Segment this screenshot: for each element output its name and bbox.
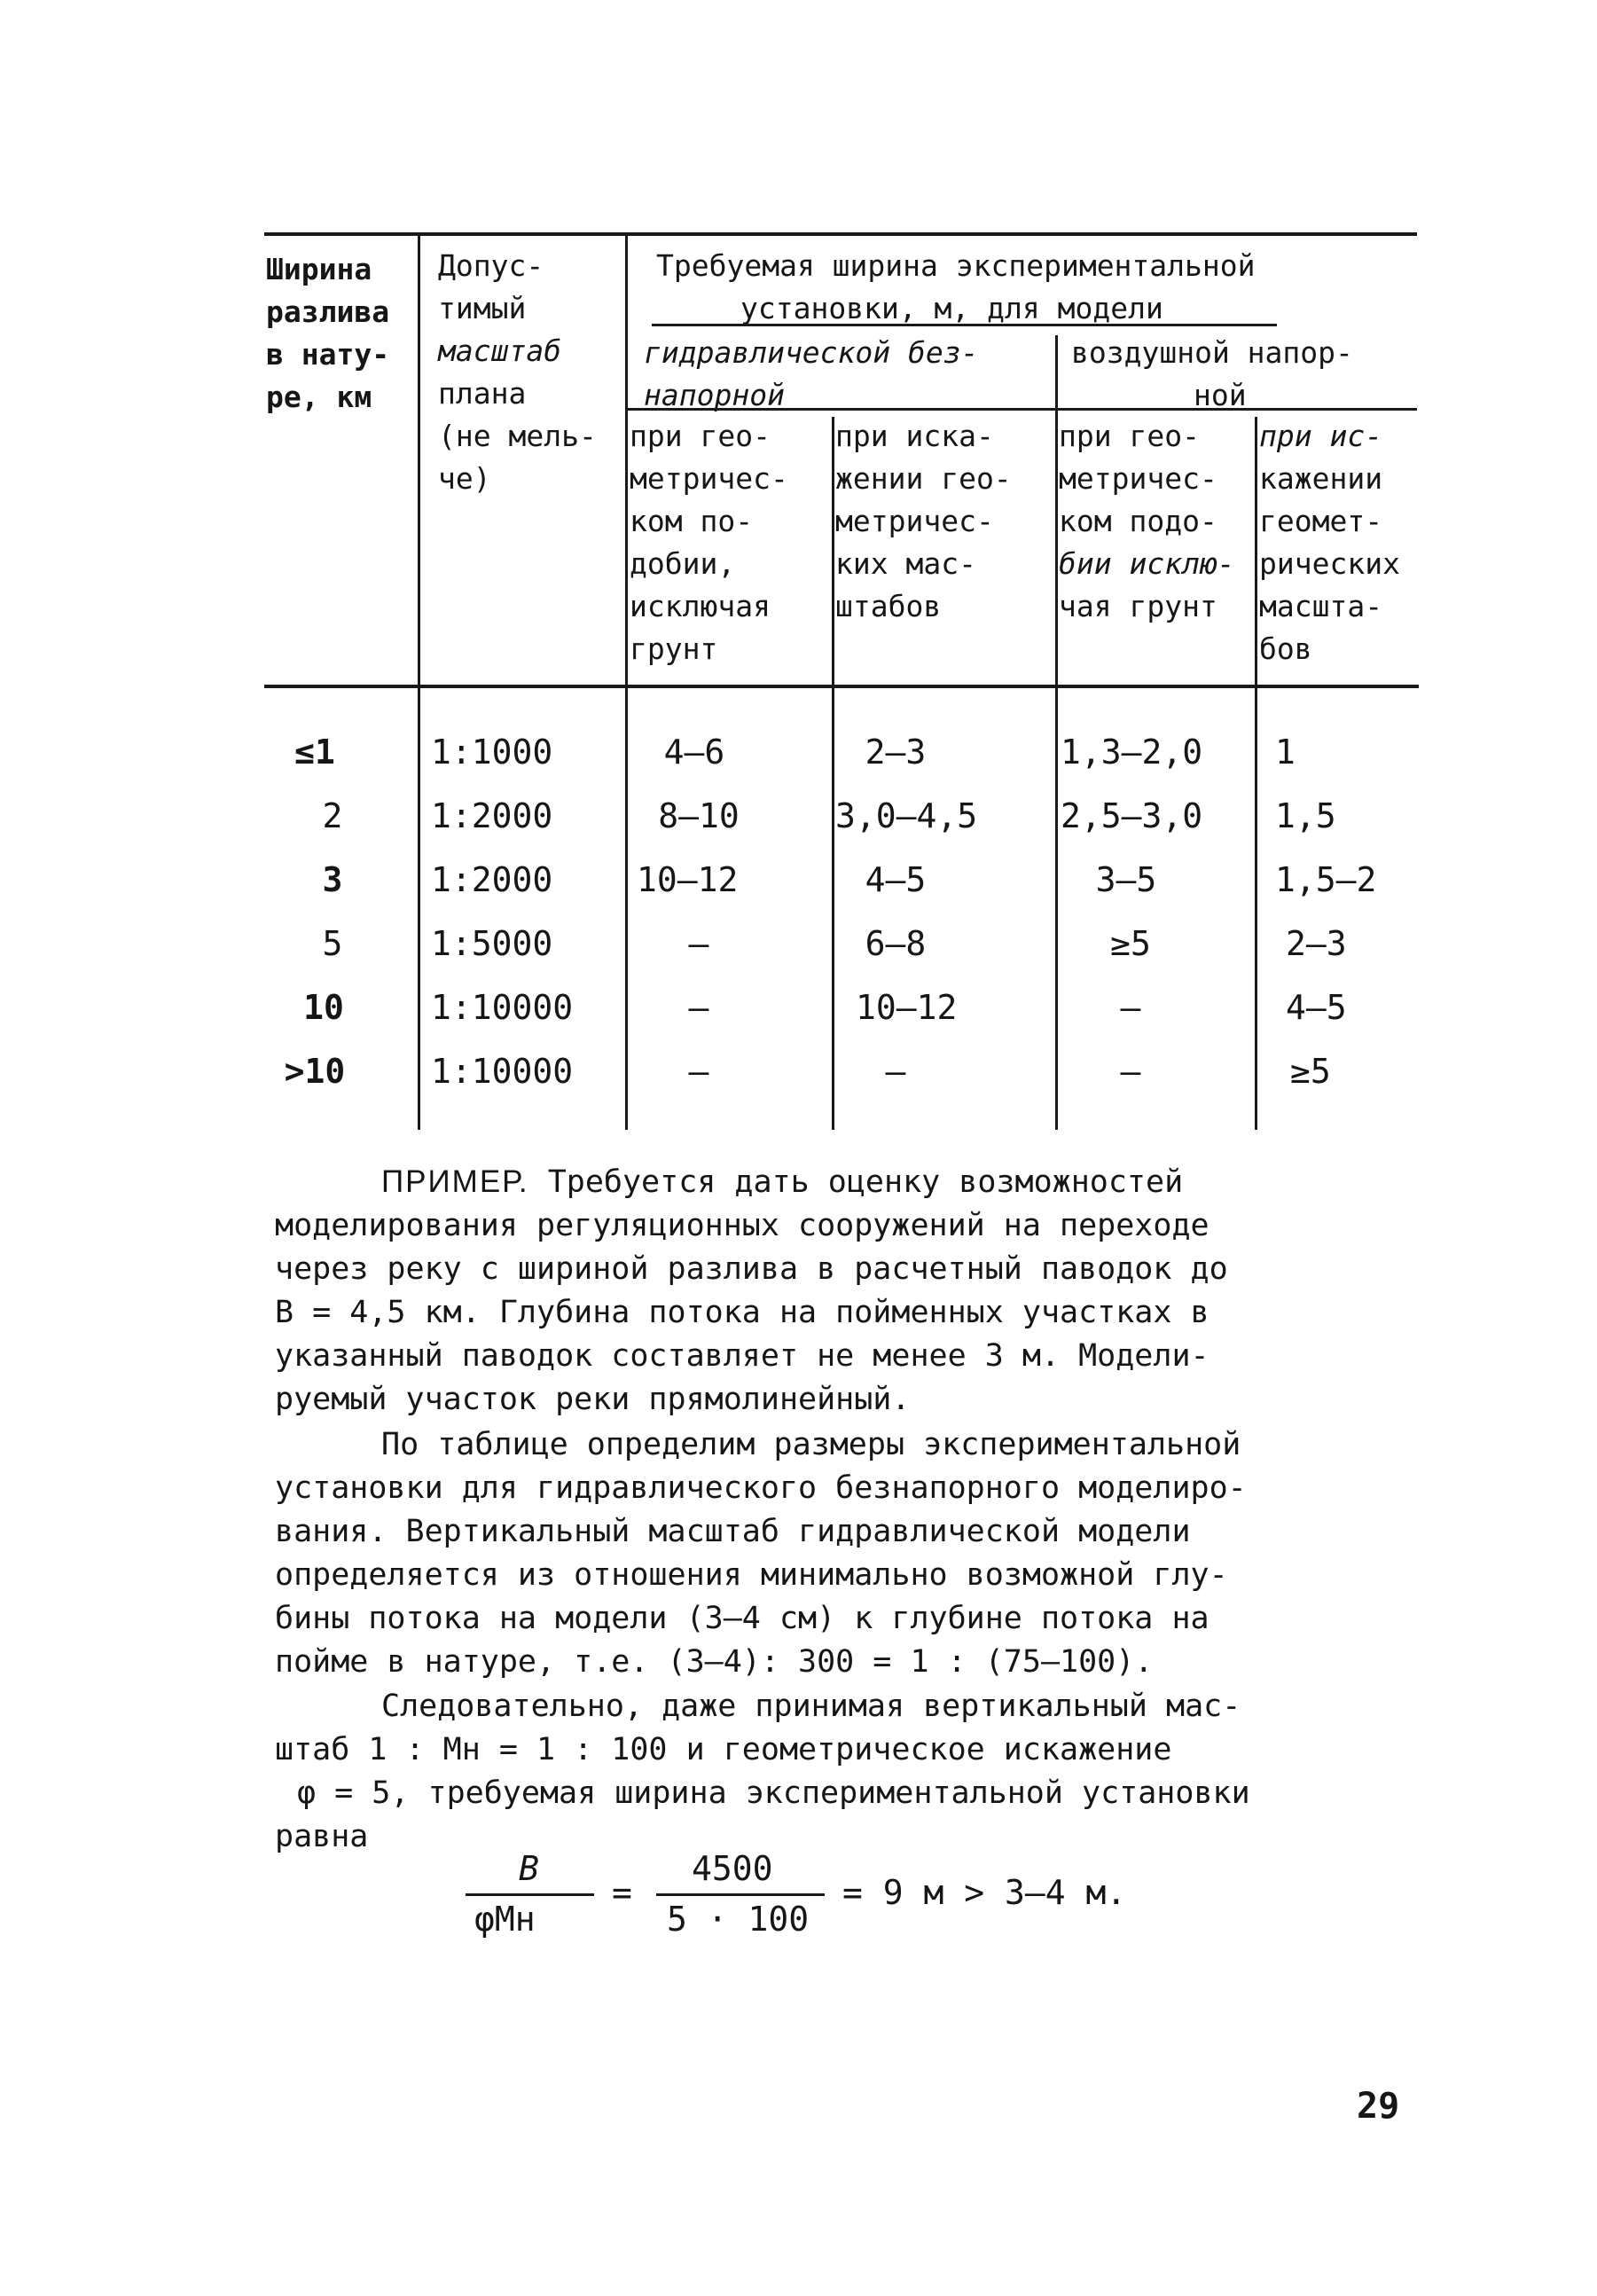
table-cell: 10–12 [856, 988, 958, 1027]
table-cell: 1 [1275, 733, 1296, 772]
table-cell: 1,3–2,0 [1061, 733, 1203, 772]
table-cell: – [688, 924, 709, 963]
table-cell: 4–5 [865, 860, 927, 899]
table-cell: 5 [322, 924, 343, 963]
formula-denominator-5x100: 5 · 100 [667, 1900, 810, 1939]
table-cell: ≤1 [294, 733, 335, 772]
table-cell: 2,5–3,0 [1061, 796, 1203, 835]
example-label: ПРИМЕР. [381, 1164, 529, 1199]
formula-result: = 9 м > 3–4 м. [842, 1873, 1127, 1912]
table-cell: 10 [303, 988, 344, 1027]
table-cell: 2 [322, 796, 343, 835]
table-cell: 1:2000 [431, 860, 553, 899]
formula-bar-2 [656, 1893, 825, 1896]
table-header-rule [264, 685, 1419, 688]
table-cell: 6–8 [865, 924, 927, 963]
table-col-divider-3 [832, 417, 834, 1130]
table-cell: – [885, 1052, 906, 1091]
table-cell: 4–6 [663, 733, 725, 772]
col-scale-header: Допус- тимый масштаб плана (не мель- че) [438, 248, 597, 496]
table-cell: ≥5 [1110, 924, 1151, 963]
table-col-divider-5 [1255, 417, 1257, 1130]
subheader-hydraulic: гидравлической без- напорной [644, 335, 979, 412]
subheader-air: воздушной напор- ной [1071, 335, 1353, 412]
table-cell: – [1120, 988, 1141, 1027]
formula-numerator-b: B [519, 1849, 539, 1888]
table-usage-paragraph: По таблице определим размеры экспериментальной установки для гидравлического безнапорного моделиро- вания. Вертикальный масштаб гидравлической модели определяется из отношения минимально возможной глу- бины потока на модели (3–4 см) к глубине потока на пойме в натуре, т.е. (3–4): 300 = 1 : (75–100). [275, 1427, 1247, 1680]
table-cell: 1,5–2 [1275, 860, 1377, 899]
table-cell: 1:2000 [431, 796, 553, 835]
table-col-divider-1 [418, 234, 420, 1130]
table-cell: 3,0–4,5 [835, 796, 978, 835]
table-top-rule [264, 232, 1417, 236]
table-cell: 1:5000 [431, 924, 553, 963]
leaf-header-distorted-air: при ис- кажении геомет- рических масшта- бов [1259, 419, 1400, 666]
table-cell: 2–3 [1286, 924, 1347, 963]
group-header: Требуемая ширина экспериментальной установки, м, для модели [656, 248, 1256, 325]
conclusion-paragraph: Следовательно, даже принимая вертикальный мас- штаб 1 : Mн = 1 : 100 и геометрическое искажение φ = 5, требуемая ширина экспериментальной установки равна [275, 1689, 1250, 1854]
table-cell: 1:1000 [431, 733, 553, 772]
table-cell: ≥5 [1290, 1052, 1331, 1091]
table-cell: 8–10 [658, 796, 740, 835]
leaf-header-distorted-hydraulic: при иска- жении гео- метричес- ких мас- штабов [835, 419, 1012, 623]
formula-numerator-4500: 4500 [692, 1849, 773, 1888]
table-cell: – [1120, 1052, 1141, 1091]
table-cell: 1:10000 [431, 988, 574, 1027]
formula-denominator-phi-m: φMн [474, 1900, 536, 1939]
leaf-header-geometric-air: при гео- метричес- ком подо- бии исклю- чая грунт [1059, 419, 1235, 623]
col-width-header: Ширина разлива в нату- ре, км [266, 252, 390, 414]
table-cell: 1,5 [1275, 796, 1336, 835]
page-number: 29 [1357, 2086, 1400, 2127]
table-cell: 2–3 [865, 733, 927, 772]
table-cell: 1:10000 [431, 1052, 574, 1091]
table-cell: – [688, 1052, 709, 1091]
table-cell: >10 [284, 1052, 346, 1091]
table-col-divider-4 [1055, 335, 1058, 1130]
leaf-header-geometric-hydraulic: при гео- метричес- ком по- добии, исключая грунт [630, 419, 788, 666]
table-cell: 3–5 [1095, 860, 1157, 899]
formula-bar-1 [466, 1893, 594, 1896]
table-cell: 10–12 [637, 860, 739, 899]
example-paragraph: ПРИМЕР. Требуется дать оценку возможностей моделирования регуляционных сооружений на переходе через реку с шириной разлива в расчетный паводок до B = 4,5 км. Глубина потока на пойменных участках в указанный паводок составляет не менее 3 м. Модели- руемый участок реки прямолинейный. [275, 1164, 1228, 1417]
table-cell: 3 [322, 860, 343, 899]
table-cell: 4–5 [1286, 988, 1347, 1027]
formula-equals: = [612, 1873, 632, 1912]
table-cell: – [688, 988, 709, 1027]
